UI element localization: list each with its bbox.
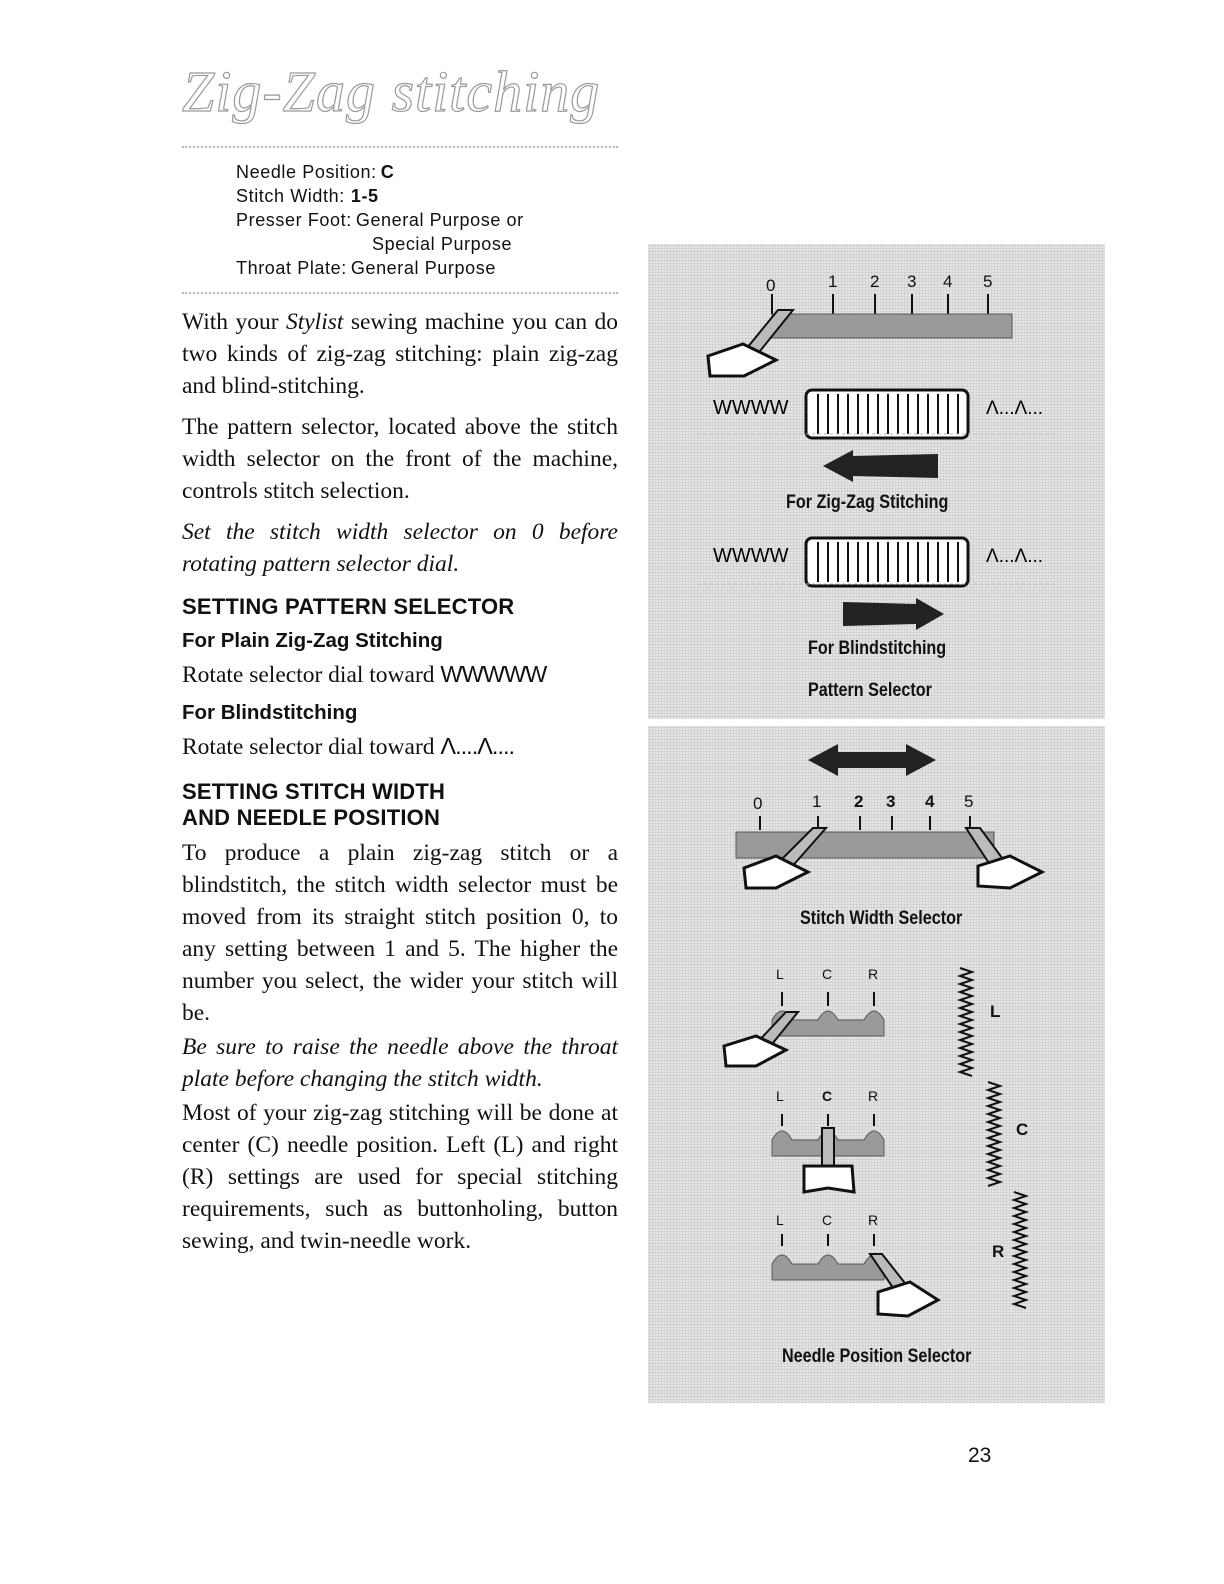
spec-presser-foot: Presser Foot: General Purpose or xyxy=(236,210,524,230)
width-scale-bar-2 xyxy=(736,832,994,858)
left-arrow-icon xyxy=(823,450,938,482)
spec-presser-foot-cont: Special Purpose xyxy=(372,234,513,254)
zigzag-symbol-1: WWWW xyxy=(713,397,789,419)
caption-needle-position: Needle Position Selector xyxy=(782,1346,972,1367)
heading-pattern-selector: SETTING PATTERN SELECTOR xyxy=(182,594,515,619)
tick-label-1: 1 xyxy=(828,272,838,291)
spec-stitch-width: Stitch Width: 1-5 xyxy=(236,186,379,206)
sample-l-label: L xyxy=(990,1002,1001,1021)
width-scale-ticks-2 xyxy=(760,816,970,830)
needle-position-left xyxy=(724,992,884,1066)
pattern-dial-2 xyxy=(806,538,968,586)
tick2-label-2: 2 xyxy=(854,792,864,811)
plain-instruction: Rotate selector dial toward WWWWW xyxy=(182,661,547,688)
width-scale-ticks xyxy=(772,294,988,314)
sample-c-label: C xyxy=(1016,1120,1029,1139)
heading-plain-zigzag: For Plain Zig-Zag Stitching xyxy=(182,629,443,652)
stitch-width-needle-figure xyxy=(648,726,1105,1403)
blind-symbol-2: Λ...Λ... xyxy=(986,546,1044,567)
heading-stitch-width: SETTING STITCH WIDTH AND NEEDLE POSITION xyxy=(182,779,446,830)
pos-c-2: C xyxy=(822,1088,833,1104)
blind-instruction: Rotate selector dial toward Λ....Λ.... xyxy=(182,733,515,760)
width-paragraph: To produce a plain zig-zag stitch or a blindstitch, the stitch width selector must be moved from its straight stitch position 0, to any setting between 1 and 5. The higher the number you select, the wider your stitch will be. xyxy=(182,840,618,1026)
tick-label-5: 5 xyxy=(983,272,993,291)
needle-position-paragraph: Most of your zig-zag stitching will be done at center (C) needle position. Left (L) and right (R) settings are used for special stitching requirements, such as buttonholing, button sewing, and twin-needle work. xyxy=(182,1100,618,1254)
specs-rule xyxy=(182,292,618,294)
caption-stitch-width: Stitch Width Selector xyxy=(800,908,963,929)
tick2-label-3: 3 xyxy=(886,792,896,811)
tick-label-3: 3 xyxy=(907,272,917,291)
tick2-label-0: 0 xyxy=(753,794,763,813)
raise-needle-note: Be sure to raise the needle above the throat plate before changing the stitch width. xyxy=(182,1034,618,1092)
page-title: Zig-Zag stitching xyxy=(182,59,601,124)
needle-position-right xyxy=(772,1234,938,1316)
spec-throat-plate: Throat Plate: General Purpose xyxy=(236,258,496,278)
heading-blindstitching: For Blindstitching xyxy=(182,701,358,724)
blind-symbol-1: Λ...Λ... xyxy=(986,398,1044,419)
body-text xyxy=(182,306,618,1266)
tick-label-2: 2 xyxy=(870,272,880,291)
spec-list xyxy=(236,160,524,280)
blind-glyph: Λ....Λ.... xyxy=(440,733,515,759)
pattern-dial-1 xyxy=(806,390,968,438)
width-lever-icon xyxy=(708,310,793,376)
tick2-label-5: 5 xyxy=(964,792,974,811)
pos-l-2: L xyxy=(776,1088,784,1104)
intro-paragraph: With your Stylist sewing machine you can do two kinds of zig-zag stitching: plain zig-zag and blind-stitching. xyxy=(182,309,618,399)
caption-blind: For Blindstitching xyxy=(808,638,947,659)
tick2-label-4: 4 xyxy=(925,792,935,811)
pos-r-3: R xyxy=(868,1212,879,1228)
width-scale-bar xyxy=(772,314,1012,338)
caption-pattern-selector: Pattern Selector xyxy=(808,680,932,701)
pos-r-1: R xyxy=(868,966,879,982)
zigzag-glyph: WWWWW xyxy=(440,661,547,687)
tick-label-4: 4 xyxy=(943,272,953,291)
width-zero-note: Set the stitch width selector on 0 before rotating pattern selector dial. xyxy=(182,519,618,577)
pos-l-3: L xyxy=(776,1212,784,1228)
tick-label-0: 0 xyxy=(766,276,776,295)
pos-l-1: L xyxy=(776,966,784,982)
page-number: 23 xyxy=(968,1444,992,1467)
double-arrow-icon xyxy=(808,744,936,776)
needle-position-center xyxy=(772,1114,884,1192)
zigzag-symbol-2: WWWW xyxy=(713,545,789,567)
stitch-width-drawing xyxy=(648,726,1105,1403)
pos-c-1: C xyxy=(822,966,833,982)
selector-paragraph: The pattern selector, located above the stitch width selector on the front of the machine, controls stitch selection. xyxy=(182,414,618,504)
pos-r-2: R xyxy=(868,1088,879,1104)
sample-r-label: R xyxy=(992,1242,1005,1261)
title-rule xyxy=(182,146,618,148)
pattern-selector-figure xyxy=(648,244,1105,719)
pos-c-3: C xyxy=(822,1212,833,1228)
tick2-label-1: 1 xyxy=(812,792,822,811)
right-arrow-icon xyxy=(843,598,944,630)
spec-needle-position: Needle Position: C xyxy=(236,162,395,182)
caption-zigzag: For Zig-Zag Stitching xyxy=(786,492,949,513)
